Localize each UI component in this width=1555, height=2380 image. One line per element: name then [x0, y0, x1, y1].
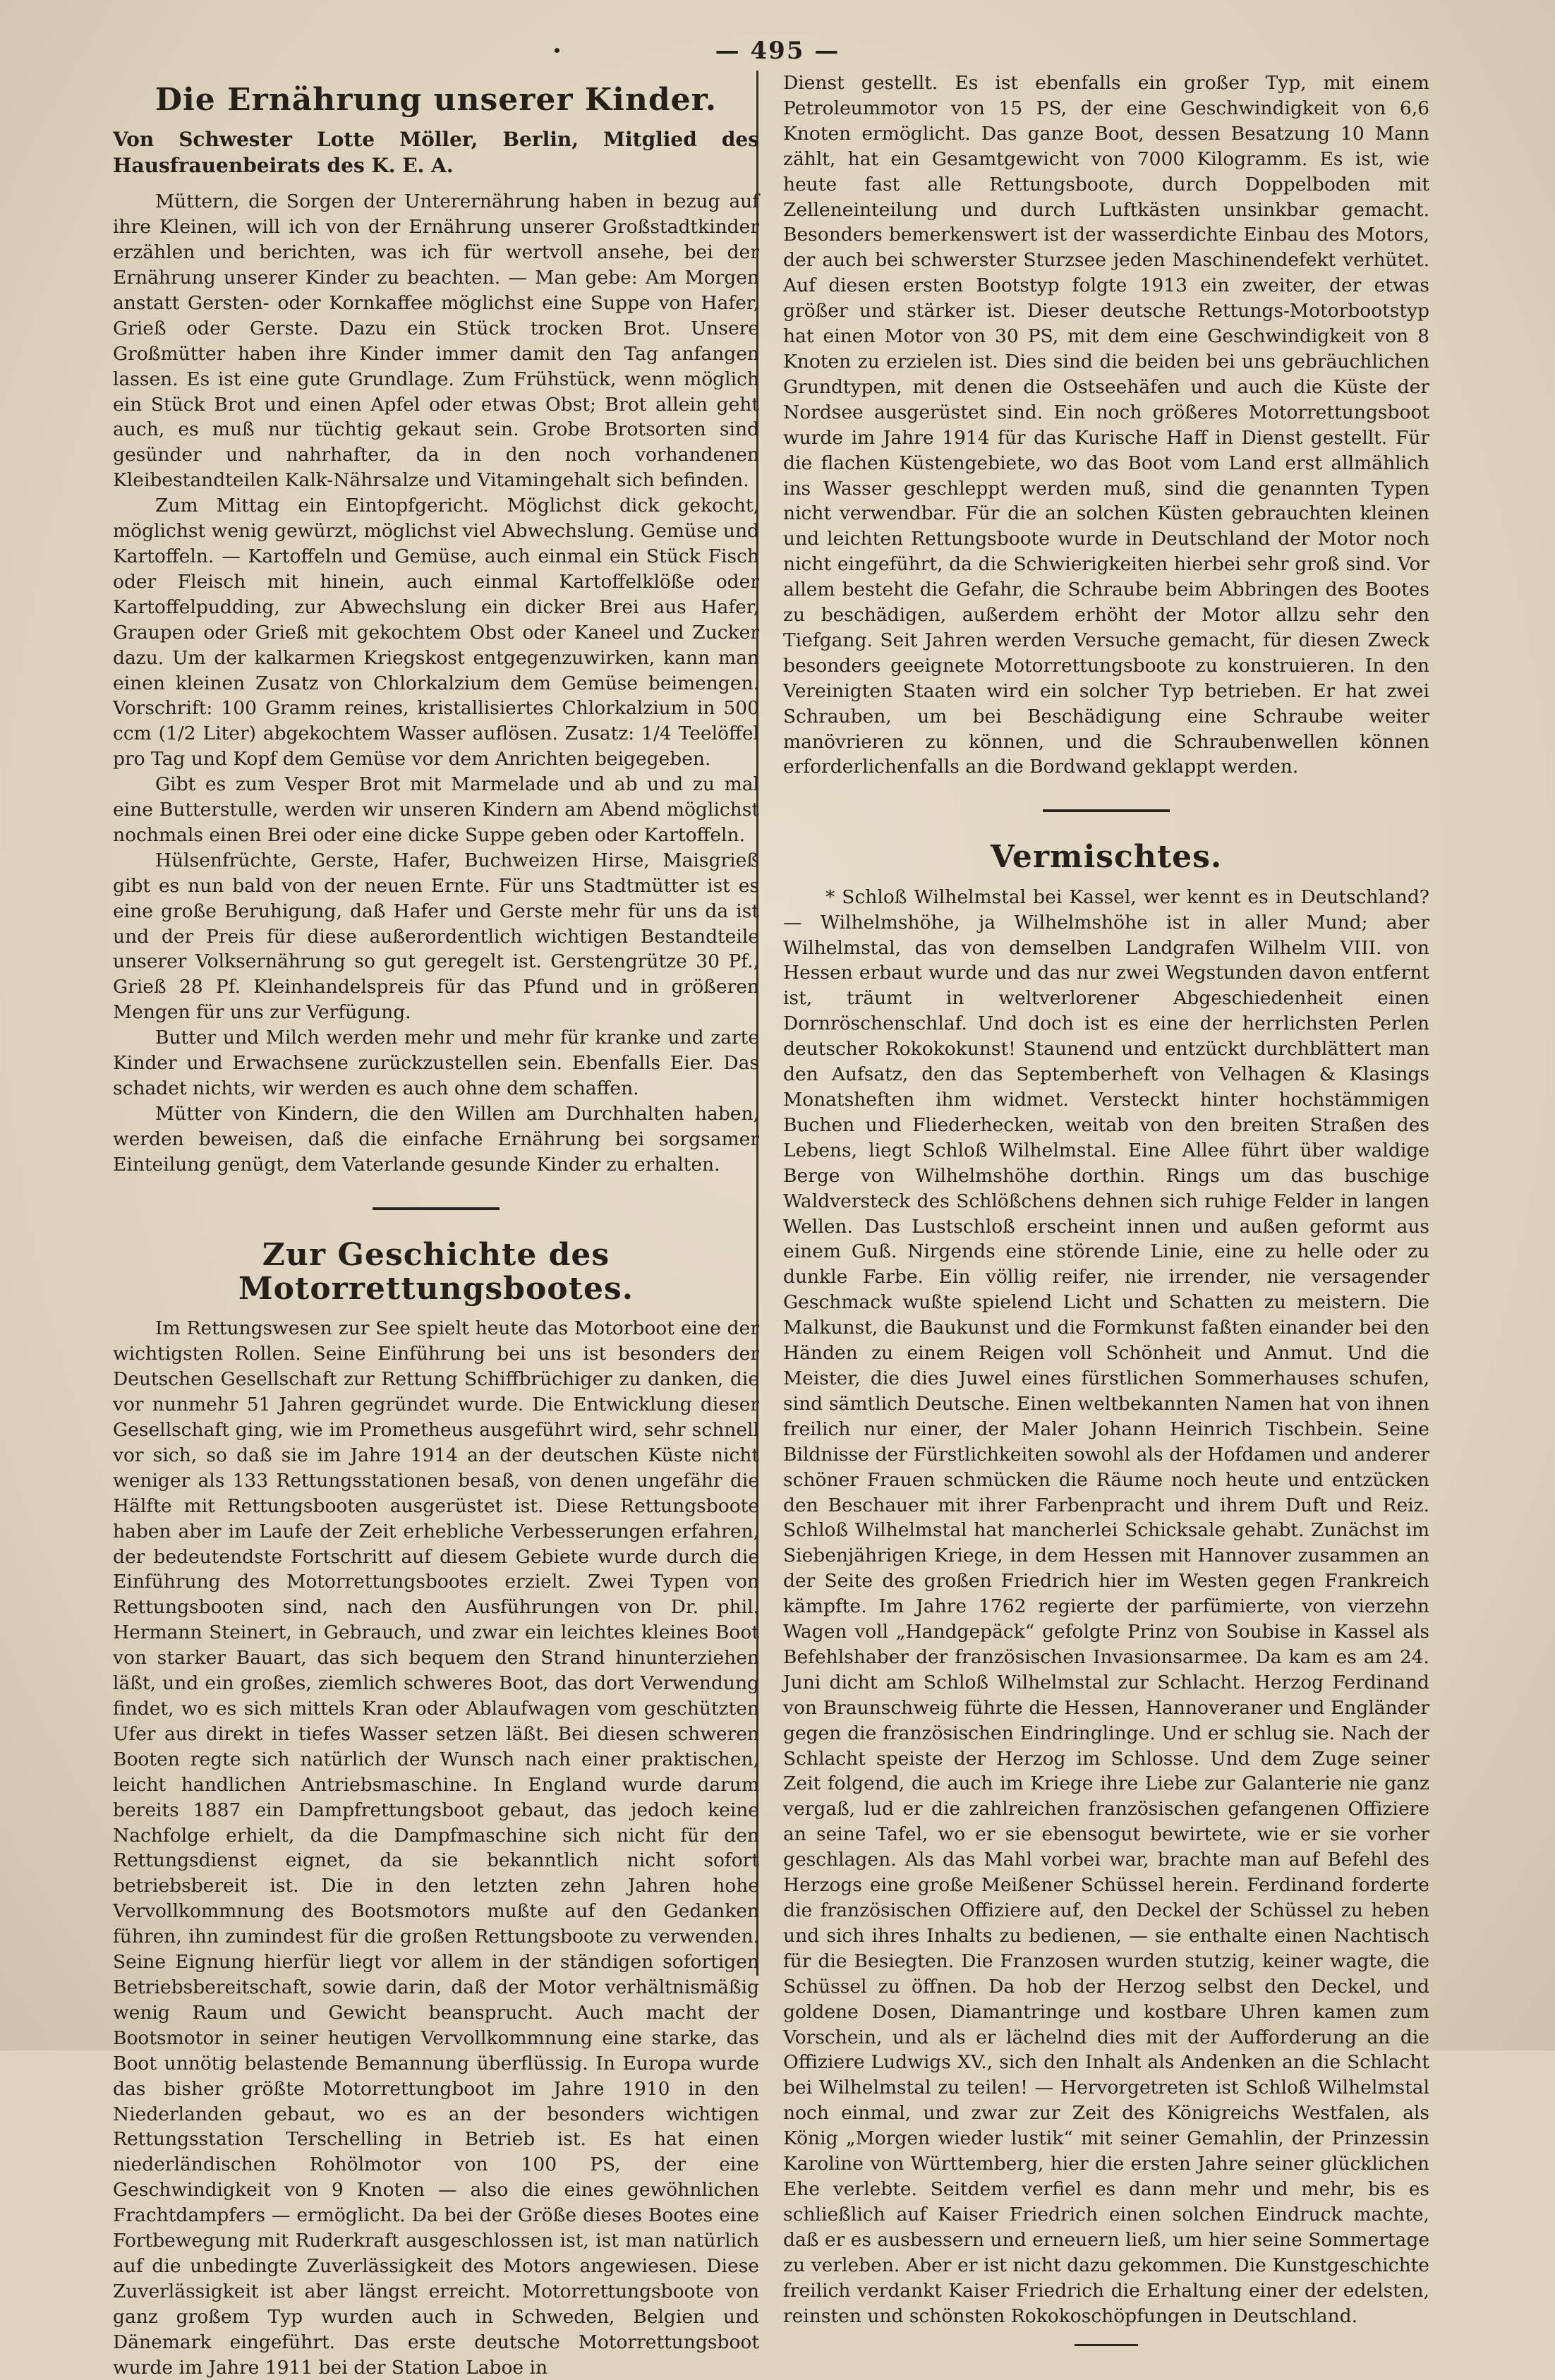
end-rule	[1075, 2344, 1138, 2346]
article-byline: Von Schwester Lotte Möller, Berlin, Mitglied des Hausfrauenbeirats des K. E. A.	[113, 128, 759, 178]
paragraph: Butter und Milch werden mehr und mehr für kranke und zarte Kinder und Erwachsene zurückzustellen sein. Ebenfalls Eier. Das schadet nichts, wir werden es auch ohne dem schaffen.	[113, 1027, 759, 1100]
section-rule	[373, 1207, 500, 1210]
paragraph: Gibt es zum Vesper Brot mit Marmelade und ab und zu mal eine Butterstulle, werden wir unseren Kindern am Abend möglichst nochmals einen Brei oder eine dicke Suppe geben oder Kartoffeln.	[113, 773, 759, 846]
paragraph-continuation: Dienst gestellt. Es ist ebenfalls ein großer Typ, mit einem Petroleummotor von 15 PS, der eine Geschwindigkeit von 6,6 Knoten ermöglicht. Das ganze Boot, dessen Besatzung 10 Mann zählt, hat ein Gesamtgewicht von 7000 Kilogramm. Es ist, wie heute fast alle Rettungsboote, durch Doppelboden mit Zelleneinteilung und durch Luftkästen unsinkbar gemacht. Besonders bemerkenswert ist der wasserdichte Einbau des Motors, der auch bei schwerster Sturzsee jeden Maschinendefekt verhütet. Auf diesen ersten Bootstyp folgte 1913 ein zweiter, der etwas größer und stärker ist. Dieser deutsche Rettungs-Motorbootstyp hat einen Motor von 30 PS, mit dem eine Geschwindigkeit von 8 Knoten zu erzielen ist. Dies sind die beiden bei uns gebräuchlichen Grundtypen, mit denen die Ostseehäfen und auch die Küste der Nordsee ausgerüstet sind. Ein noch größeres Motorrettungsboot wurde im Jahre 1914 für das Kurische Haff in Dienst gestellt. Für die flachen Küstengebiete, wo das Boot vom Land erst allmählich ins Wasser geschleppt werden muß, sind die genannten Typen nicht verwendbar. Für die an solchen Küsten gebrauchten kleinen und leichten Rettungsboote wurde in Deutschland der Motor noch nicht eingeführt, da die Schwierigkeiten hierbei sehr groß sind. Vor allem besteht die Gefahr, die Schraube beim Abbringen des Bootes zu beschädigen, außerdem erhöht der Motor allzu sehr den Tiefgang. Seit Jahren werden Versuche gemacht, für diesen Zweck besonders geeignete Motorrettungsboote zu konstruieren. In den Vereinigten Staaten wird ein solcher Typ betrieben. Er hat zwei Schrauben, um bei Beschädigung eine Schraube weiter manövrieren zu können, und die Schraubenwellen können erforderlichenfalls an die Bordwand geklappt werden.	[783, 72, 1429, 778]
right-column	[783, 71, 1429, 2327]
paragraph: Hülsenfrüchte, Gerste, Hafer, Buchweizen Hirse, Maisgrieß gibt es nun bald von der neuen Ernte. Für uns Stadtmütter ist es eine große Beruhigung, daß Hafer und Gerste mehr für uns da ist und der Preis für diese außerordentlich wichtigen Bestandteile unserer Volksernährung so gut geregelt ist. Gerstengrütze 30 Pf., Grieß 28 Pf. Kleinhandelspreis für das Pfund und in größeren Mengen für uns zur Verfügung.	[113, 849, 759, 1024]
article-title-miscellaneous: Vermischtes.	[990, 839, 1223, 876]
left-column	[113, 71, 759, 2379]
paragraph: Im Rettungswesen zur See spielt heute das Motorboot eine der wichtigsten Rollen. Seine Einführung bei uns ist besonders der Deutschen Gesellschaft zur Rettung Schiffbrüchiger zu danken, die vor nunmehr 51 Jahren gegründet wurde. Die Entwicklung dieser Gesellschaft ging, wie im Prometheus ausgeführt wird, sehr schnell vor sich, so daß sie im Jahre 1914 an der deutschen Küste nicht weniger als 133 Rettungsstationen besaß, von denen ungefähr die Hälfte mit Rettungsbooten ausgerüstet ist. Diese Rettungsboote haben aber im Laufe der Zeit erhebliche Verbesserungen erfahren, der bedeutendste Fortschritt auf diesem Gebiete wurde durch die Einführung des Motorrettungsbootes erzielt. Zwei Typen von Rettungsbooten sind, nach den Ausführungen von Dr. phil. Hermann Steinert, in Gebrauch, und zwar ein leichtes kleines Boot von starker Bauart, das sich bequem den Strand hinunterziehen läßt, und ein großes, ziemlich schweres Boot, das dort Verwendung findet, wo es sich mittels Kran oder Ablaufwagen vom geschützten Ufer aus direkt in tiefes Wasser setzen läßt. Bei diesen schweren Booten regte sich natürlich der Wunsch nach einer praktischen, leicht handlichen Antriebsmaschine. In England wurde darum bereits 1887 ein Dampfrettungsboot gebaut, das jedoch keine Nachfolge erhielt, da die Dampfmaschine sich nicht für den Rettungsdienst eignet, da sie bekanntlich nicht sofort betriebsbereit ist. Die in den letzten zehn Jahren hohe Vervollkommnung des Bootsmotors mußte auf den Gedanken führen, ihn zumindest für die großen Rettungsboote zu verwenden. Seine Eignung hierfür liegt vor allem in der ständigen sofortigen Betriebsbereitschaft, sowie darin, daß der Motor verhältnismäßig wenig Raum und Gewicht beansprucht. Auch macht der Bootsmotor in seiner heutigen Vervollkommnung eine starke, das Boot unnötig belastende Bemannung überflüssig. In Europa wurde das bisher größte Motorrettungboot im Jahre 1910 in den Niederlanden gebaut, wo es an der besonders wichtigen Rettungsstation Terschelling in Betrieb ist. Es hat einen niederländischen Rohölmotor von 100 PS, der eine Geschwindigkeit von 9 Knoten — also die eines gewöhnlichen Frachtdampfers — ermöglicht. Da bei der Größe dieses Bootes eine Fortbewegung mit Ruderkraft ausgeschlossen ist, ist man natürlich auf die unbedingte Zuverlässigkeit des Motors angewiesen. Diese Zuverlässigkeit ist aber längst erreicht. Motorrettungsboote von ganz großem Typ wurden auch in Schweden, Belgien und Dänemark eingeführt. Das erste deutsche Motorrettungsboot wurde im Jahre 1911 bei der Station Laboe in	[113, 1317, 759, 2379]
paragraph: Müttern, die Sorgen der Unterernährung haben in bezug auf ihre Kleinen, will ich von der Ernährung unserer Großstadtkinder erzählen und berichten, was ich für wertvoll ansehe, bei der Ernährung unserer Kinder zu beachten. — Man gebe: Am Morgen anstatt Gersten- oder Kornkaffee möglichst eine Suppe von Hafer, Grieß oder Gerste. Dazu ein Stück trocken Brot. Unsere Großmütter haben ihre Kinder immer damit den Tag anfangen lassen. Es ist eine gute Grundlage. Zum Frühstück, wenn möglich ein Stück Brot und einen Apfel oder etwas Obst; Brot allein geht auch, es muß nur tüchtig gekaut sein. Grobe Brotsorten sind gesünder und nahrhafter, da in den noch vorhandenen Kleibestandteilen Kalk-Nährsalze und Vitamingehalt sich befinden.	[113, 191, 759, 492]
section-rule	[1043, 809, 1170, 812]
paragraph: Mütter von Kindern, die den Willen am Durchhalten haben, werden beweisen, daß die einfache Ernährung bei sorgsamer Einteilung genügt, dem Vaterlande gesunde Kinder zu erhalten.	[113, 1102, 759, 1176]
paragraph: Zum Mittag ein Eintopfgericht. Möglichst dick gekocht, möglichst wenig gewürzt, möglichst viel Abwechslung. Gemüse und Kartoffeln. — Kartoffeln und Gemüse, auch einmal ein Stück Fisch oder Fleisch mit hinein, auch einmal Kartoffelklöße oder Kartoffelpudding, zur Abwechslung ein dicker Brei aus Hafer, Graupen oder Grieß mit gekochtem Obst oder Kaneel und Zucker dazu. Um der kalkarmen Kriegskost entgegenzuwirken, kann man einen kleinen Zusatz von Chlorkalzium dem Gemüse beimengen. Vorschrift: 100 Gramm reines, kristallisiertes Chlorkalzium in 500 ccm (1/2 Liter) abgekochtem Wasser auflösen. Zusatz: 1/4 Teelöffel pro Tag und Kopf dem Gemüse vor dem Anrichten beigegeben.	[113, 495, 759, 771]
article-title-lifeboat: Zur Geschichte des Motorrettungsbootes.	[238, 1236, 634, 1307]
paragraph: * Schloß Wilhelmstal bei Kassel, wer kennt es in Deutschland? — Wilhelmshöhe, ja Wilhelmshöhe ist in aller Mund; aber Wilhelmstal, das von demselben Landgrafen Wilhelm VIII. von Hessen erbaut wurde und das nur zwei Wegstunden davon entfernt ist, träumt in weltverlorener Abgeschiedenheit einen Dornröschenschlaf. Und doch ist es eine der herrlichsten Perlen deutscher Rokokokunst! Staunend und entzückt durchblättert man den Aufsatz, den das Septemberheft von Velhagen & Klasings Monatsheften ihm widmet. Versteckt hinter hochstämmigen Buchen und Fliederhecken, weitab von den breiten Straßen des Lebens, liegt Schloß Wilhelmstal. Eine Allee führt über waldige Berge von Wilhelmshöhe dorthin. Rings um das buschige Waldversteck des Schlößchens dehnen sich ruhige Felder in langen Wellen. Das Lustschloß erscheint innen und außen geformt aus einem Guß. Nirgends eine störende Linie, eine zu helle oder zu dunkle Farbe. Ein völlig reifer, nie irrender, nie versagender Geschmack wußte spielend Licht und Schatten zu meistern. Die Malkunst, die Baukunst und die Formkunst faßten einander bei den Händen zu einem Reigen voll Schönheit und Anmut. Und die Meister, die dies Juwel eines fürstlichen Sommerhauses schufen, sind sämtlich Deutsche. Einen weltbekannten Namen hat von ihnen freilich nur einer, der Maler Johann Heinrich Tischbein. Seine Bildnisse der Fürstlichkeiten sowohl als der Hofdamen und anderer schöner Frauen schmücken die Räume noch heute und entzücken den Beschauer mit ihrer Farbenpracht und ihrem Duft und Reiz. Schloß Wilhelmstal hat mancherlei Schicksale gehabt. Zunächst im Siebenjährigen Kriege, in dem Hessen mit Hannover zusammen an der Seite des großen Friedrich hier im Westen gegen Frankreich kämpfte. Im Jahre 1762 regierte der parfümierte, von vierzehn Wagen voll „Handgepäck“ gefolgte Prinz von Soubise in Kassel als Befehlshaber der französischen Invasionsarmee. Da kam es am 24. Juni dicht am Schloß Wilhelmstal zur Schlacht. Herzog Ferdinand von Braunschweig führte die Hessen, Hannoveraner und Engländer gegen die französischen Eindringlinge. Und er schlug sie. Nach der Schlacht speiste der Herzog im Schlosse. Und dem Zuge seiner Zeit folgend, die auch im Kriege ihre Liebe zur Galanterie nie ganz vergaß, lud er die zahlreichen französischen gefangenen Offiziere an seine Tafel, wo er sie ebensogut bewirtete, wie er sie vorher geschlagen. Als das Mahl vorbei war, brachte man auf Befehl des Herzogs eine große Meißener Schüssel herein. Ferdinand forderte die französischen Offiziere auf, den Deckel der Schüssel zu heben und sich ihres Inhalts zu bedienen, — sie enthalte einen Nachtisch für die Besiegten. Die Franzosen wurden stutzig, keiner wagte, die Schüssel zu öffnen. Da hob der Herzog selbst den Deckel, und goldene Dosen, Diamantringe und kostbare Uhren kamen zum Vorschein, und als er lächelnd dies mit der Aufforderung an die Offiziere Ludwigs XV., sich den Inhalt als Andenken an die Schlacht bei Wilhelmstal zu teilen! — Hervorgetreten ist Schloß Wilhelmstal noch einmal, und zwar zur Zeit des Königreichs Westfalen, als König „Morgen wieder lustik“ mit seiner Gemahlin, der Prinzessin Karoline von Württemberg, hier die ersten Jahre seiner glücklichen Ehe verlebte. Seitdem verfiel es dann mehr und mehr, bis es schließlich auf Kaiser Friedrich einen solchen Eindruck machte, daß er es ausbessern und erneuern ließ, um hier seine Sommertage zu verleben. Aber er ist nicht dazu gekommen. Die Kunstgeschichte freilich verdankt Kaiser Friedrich die Erhaltung einer der edelsten, reinsten und schönsten Rokokoschöpfungen in Deutschland.	[783, 886, 1429, 2327]
page-number: — 495 —	[715, 37, 840, 65]
article-title-nutrition: Die Ernährung unserer Kinder.	[155, 82, 718, 118]
